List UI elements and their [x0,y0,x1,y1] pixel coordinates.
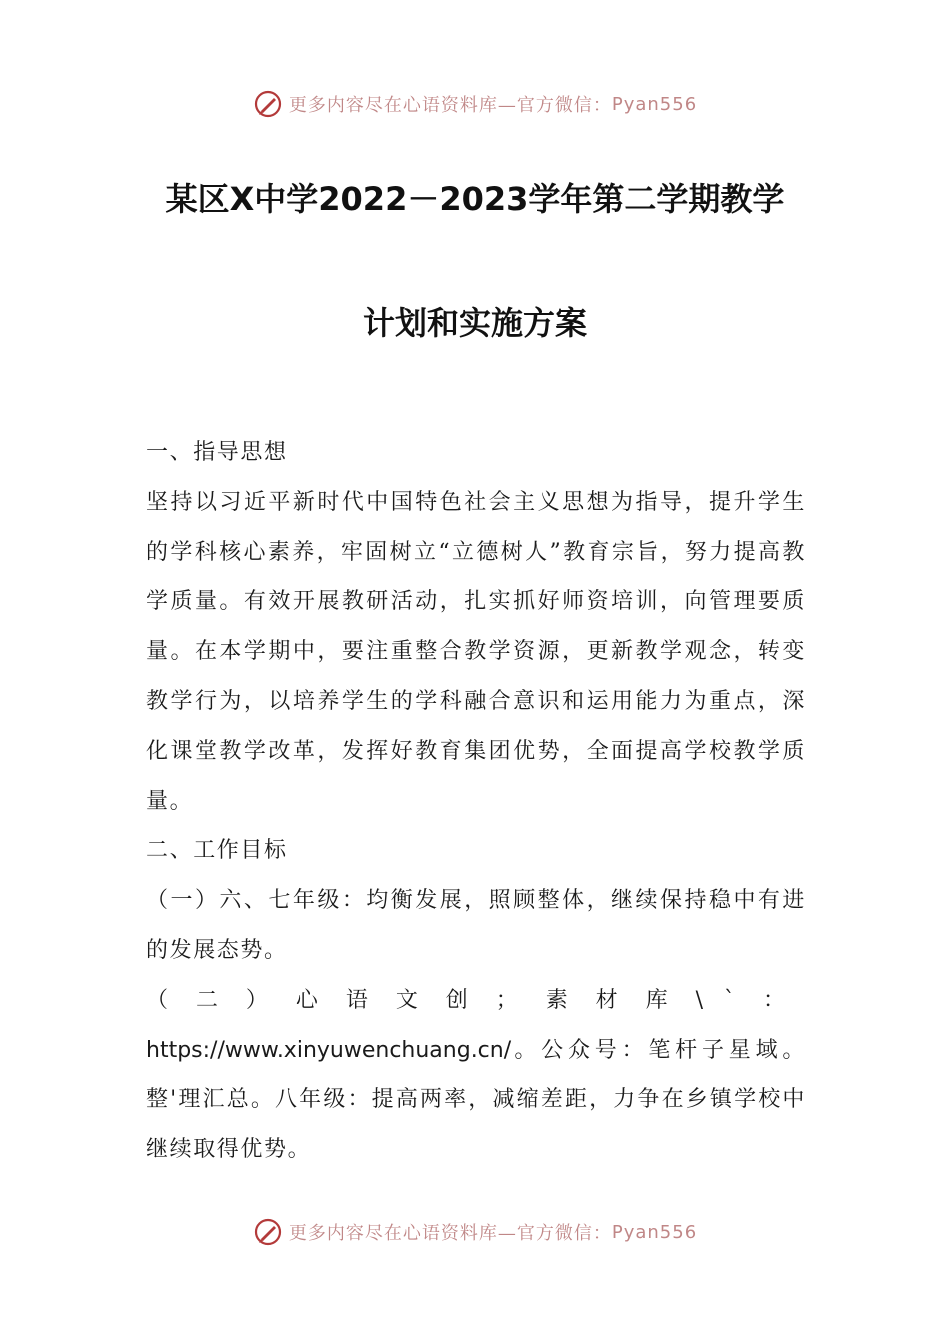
footer-banner-text: 更多内容尽在心语资料库—官方微信： [288,1223,612,1244]
goal-item-2-url[interactable]: https://www.xinyuwenchuang.cn/ [146,1037,512,1063]
banner-wechat: Pyan556 [611,93,698,115]
paragraph-guiding: 坚持以习近平新时代中国特色社会主义思想为指导，提升学生的学科核心素养，牢固树立“立德树人”教育宗旨，努力提高教学质量。有效开展教研活动，扎实抓好师资培训，向管理要质量。在本学期中，要注重整合教学资源，更新教学观念，转变教学行为，以培养学生的学科融合意识和运用能力为重点，深化课堂教学改革，发挥好教育集团优势，全面提高学校教学质量。 [146,489,806,814]
page-title-line2: 计划和实施方案 [362,304,587,342]
goal-item-2 [146,976,806,1175]
goal-item-2-prefix: （二）心语文创；素材库\`： [146,987,806,1013]
section-heading-goals: 二、工作目标 [146,838,288,864]
pen-logo-icon [253,1217,283,1247]
document-body [146,428,806,1175]
goal-item-2-rest: 。公众号：笔杆子星域。整'理汇总。八年级：提高两率，减缩差距，力争在乡镇学校中继续取得优势。 [146,1037,806,1163]
footer-banner-wechat: Pyan556 [611,1221,698,1243]
section-heading-guiding: 一、指导思想 [146,440,288,465]
footer-banner [0,1212,950,1252]
page-title-line1: 某区X中学2022－2023学年第二学期教学 [165,180,785,218]
banner-text: 更多内容尽在心语资料库—官方微信： [288,95,612,116]
header-banner [0,84,950,124]
goal-item-1: （一）六、七年级：均衡发展，照顾整体，继续保持稳中有进的发展态势。 [146,888,806,963]
pen-logo-icon [253,89,283,119]
